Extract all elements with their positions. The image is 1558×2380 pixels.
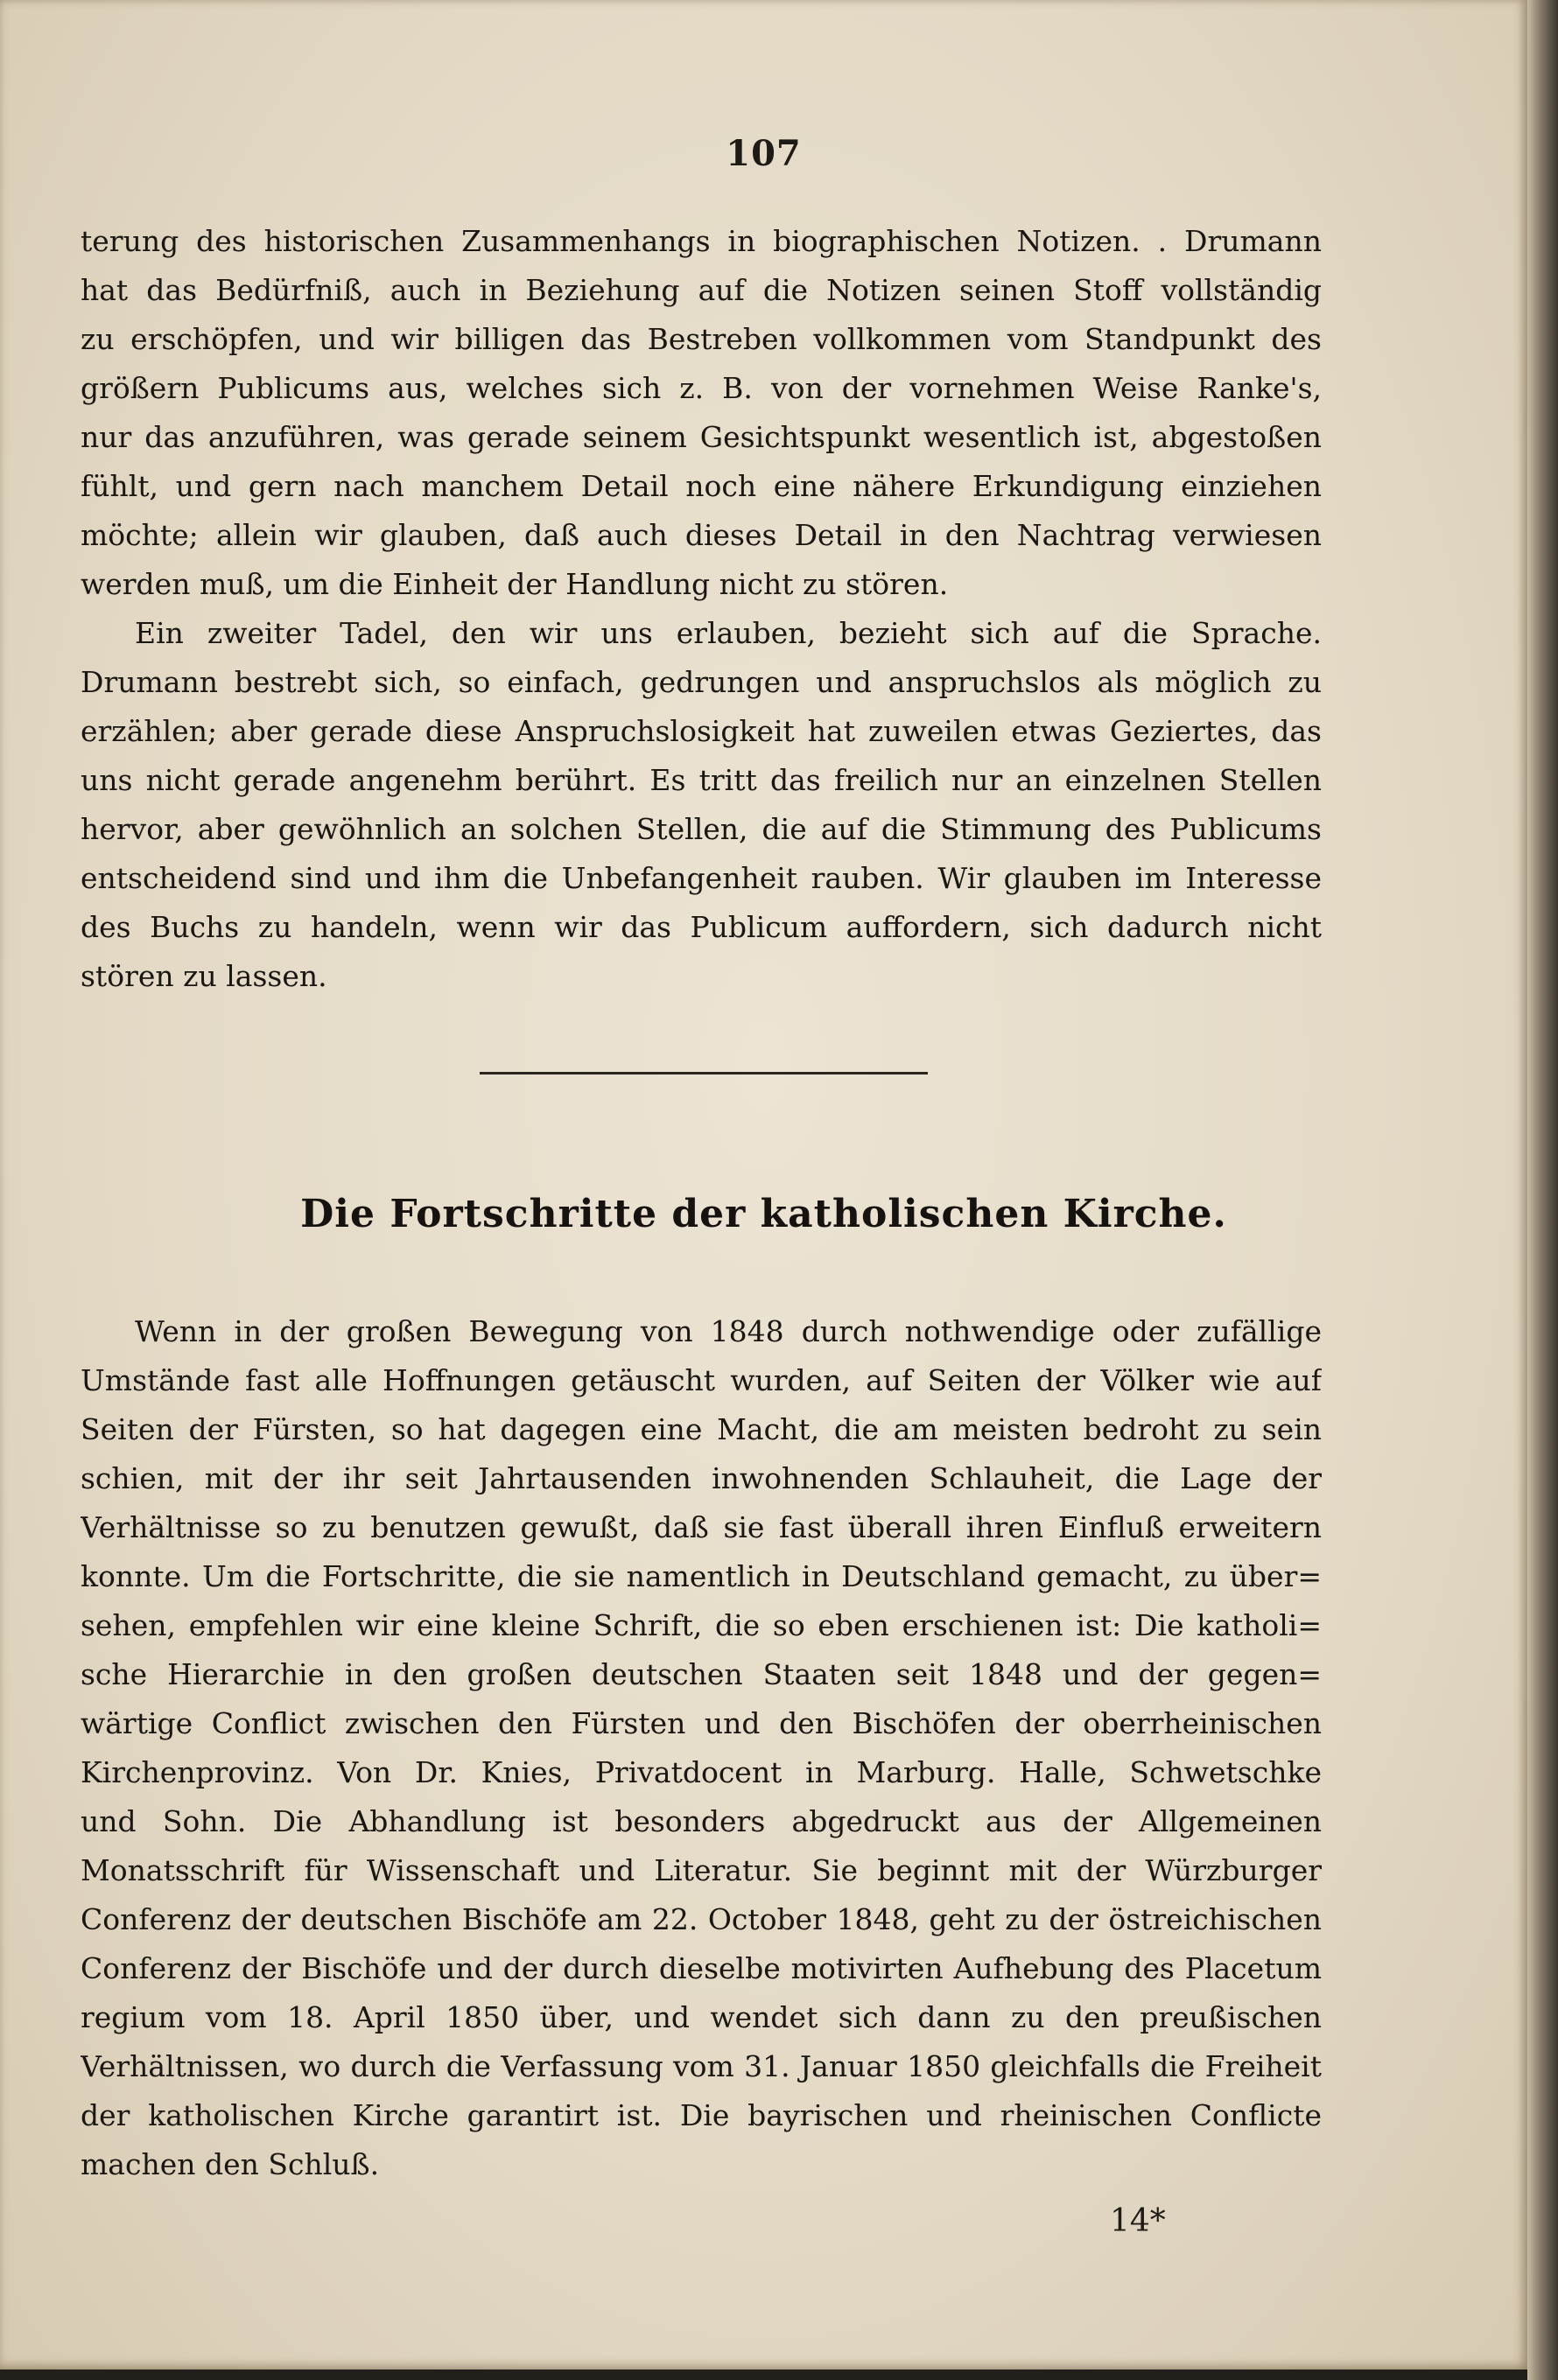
page-edge xyxy=(1527,0,1558,2380)
text-line: hat das Bedürfniß, auch in Beziehung auf die Notizen seinen Stoff vollständig xyxy=(81,273,1322,307)
article-heading: Die Fortschritte der katholischen Kirche. xyxy=(300,1192,1227,1236)
text-line: Seiten der Fürsten, so hat dagegen eine Macht, die am meisten bedroht zu sein xyxy=(81,1412,1322,1446)
text-line: regium vom 18. April 1850 über, und wendet sich dann zu den preußischen xyxy=(81,2000,1322,2034)
text-line: Verhältnissen, wo durch die Verfassung vom 31. Januar 1850 gleichfalls die Freiheit xyxy=(81,2049,1322,2083)
text-line: wärtige Conflict zwischen den Fürsten und den Bischöfen der oberrheinischen xyxy=(81,1706,1322,1740)
text-line: stören zu lassen. xyxy=(81,959,327,993)
text-line: sehen, empfehlen wir eine kleine Schrift, die so eben erschienen ist: Die katholi= xyxy=(81,1608,1322,1642)
text-line: Conferenz der deutschen Bischöfe am 22. October 1848, geht zu der östreichischen xyxy=(81,1902,1322,1936)
text-line: konnte. Um die Fortschritte, die sie namentlich in Deutschland gemacht, zu über= xyxy=(81,1559,1322,1593)
text-line: Verhältnisse so zu benutzen gewußt, daß sie fast überall ihren Einfluß erweitern xyxy=(81,1510,1322,1544)
text-line: entscheidend sind und ihm die Unbefangenheit rauben. Wir glauben im Interesse xyxy=(81,861,1322,895)
text-line: und Sohn. Die Abhandlung ist besonders abgedruckt aus der Allgemeinen xyxy=(81,1804,1322,1838)
text-line: terung des historischen Zusammenhangs in biographischen Notizen. . Drumann xyxy=(81,224,1322,258)
text-line: Kirchenprovinz. Von Dr. Knies, Privatdocent in Marburg. Halle, Schwetschke xyxy=(81,1755,1322,1789)
text-line: möchte; allein wir glauben, daß auch dieses Detail in den Nachtrag verwiesen xyxy=(81,518,1322,552)
text-line: nur das anzuführen, was gerade seinem Gesichtspunkt wesentlich ist, abgestoßen xyxy=(81,420,1322,454)
signature-mark: 14* xyxy=(1110,2203,1166,2239)
text-line: Ein zweiter Tadel, den wir uns erlauben, bezieht sich auf die Sprache. xyxy=(135,616,1322,650)
text-line: werden muß, um die Einheit der Handlung nicht zu stören. xyxy=(81,567,949,601)
page-number: 107 xyxy=(726,133,802,174)
text-line: Conferenz der Bischöfe und der durch dieselbe motivirten Aufhebung des Placetum xyxy=(81,1951,1322,1985)
text-line: fühlt, und gern nach manchem Detail noch eine nähere Erkundigung einziehen xyxy=(81,469,1322,503)
text-line: Wenn in der großen Bewegung von 1848 durch nothwendige oder zufällige xyxy=(135,1314,1322,1348)
section-divider xyxy=(480,1072,928,1074)
text-line: der katholischen Kirche garantirt ist. Die bayrischen und rheinischen Conflicte xyxy=(81,2098,1322,2132)
text-line: zu erschöpfen, und wir billigen das Bestreben vollkommen vom Standpunkt des xyxy=(81,322,1322,356)
text-line: hervor, aber gewöhnlich an solchen Stellen, die auf die Stimmung des Publicums xyxy=(81,812,1322,846)
text-line: des Buchs zu handeln, wenn wir das Publicum auffordern, sich dadurch nicht xyxy=(81,910,1322,944)
text-line: uns nicht gerade angenehm berührt. Es tritt das freilich nur an einzelnen Stellen xyxy=(81,763,1322,797)
text-line: Drumann bestrebt sich, so einfach, gedrungen und anspruchslos als möglich zu xyxy=(81,665,1322,699)
text-line: Umstände fast alle Hoffnungen getäuscht wurden, auf Seiten der Völker wie auf xyxy=(81,1363,1322,1397)
text-line: machen den Schluß. xyxy=(81,2147,380,2181)
text-line: größern Publicums aus, welches sich z. B. von der vornehmen Weise Ranke's, xyxy=(81,371,1322,405)
text-line: erzählen; aber gerade diese Anspruchslosigkeit hat zuweilen etwas Geziertes, das xyxy=(81,714,1322,748)
text-line: Monatsschrift für Wissenschaft und Literatur. Sie beginnt mit der Würzburger xyxy=(81,1853,1322,1887)
text-line: schien, mit der ihr seit Jahrtausenden inwohnenden Schlauheit, die Lage der xyxy=(81,1461,1322,1495)
text-line: sche Hierarchie in den großen deutschen Staaten seit 1848 und der gegen= xyxy=(81,1657,1322,1691)
